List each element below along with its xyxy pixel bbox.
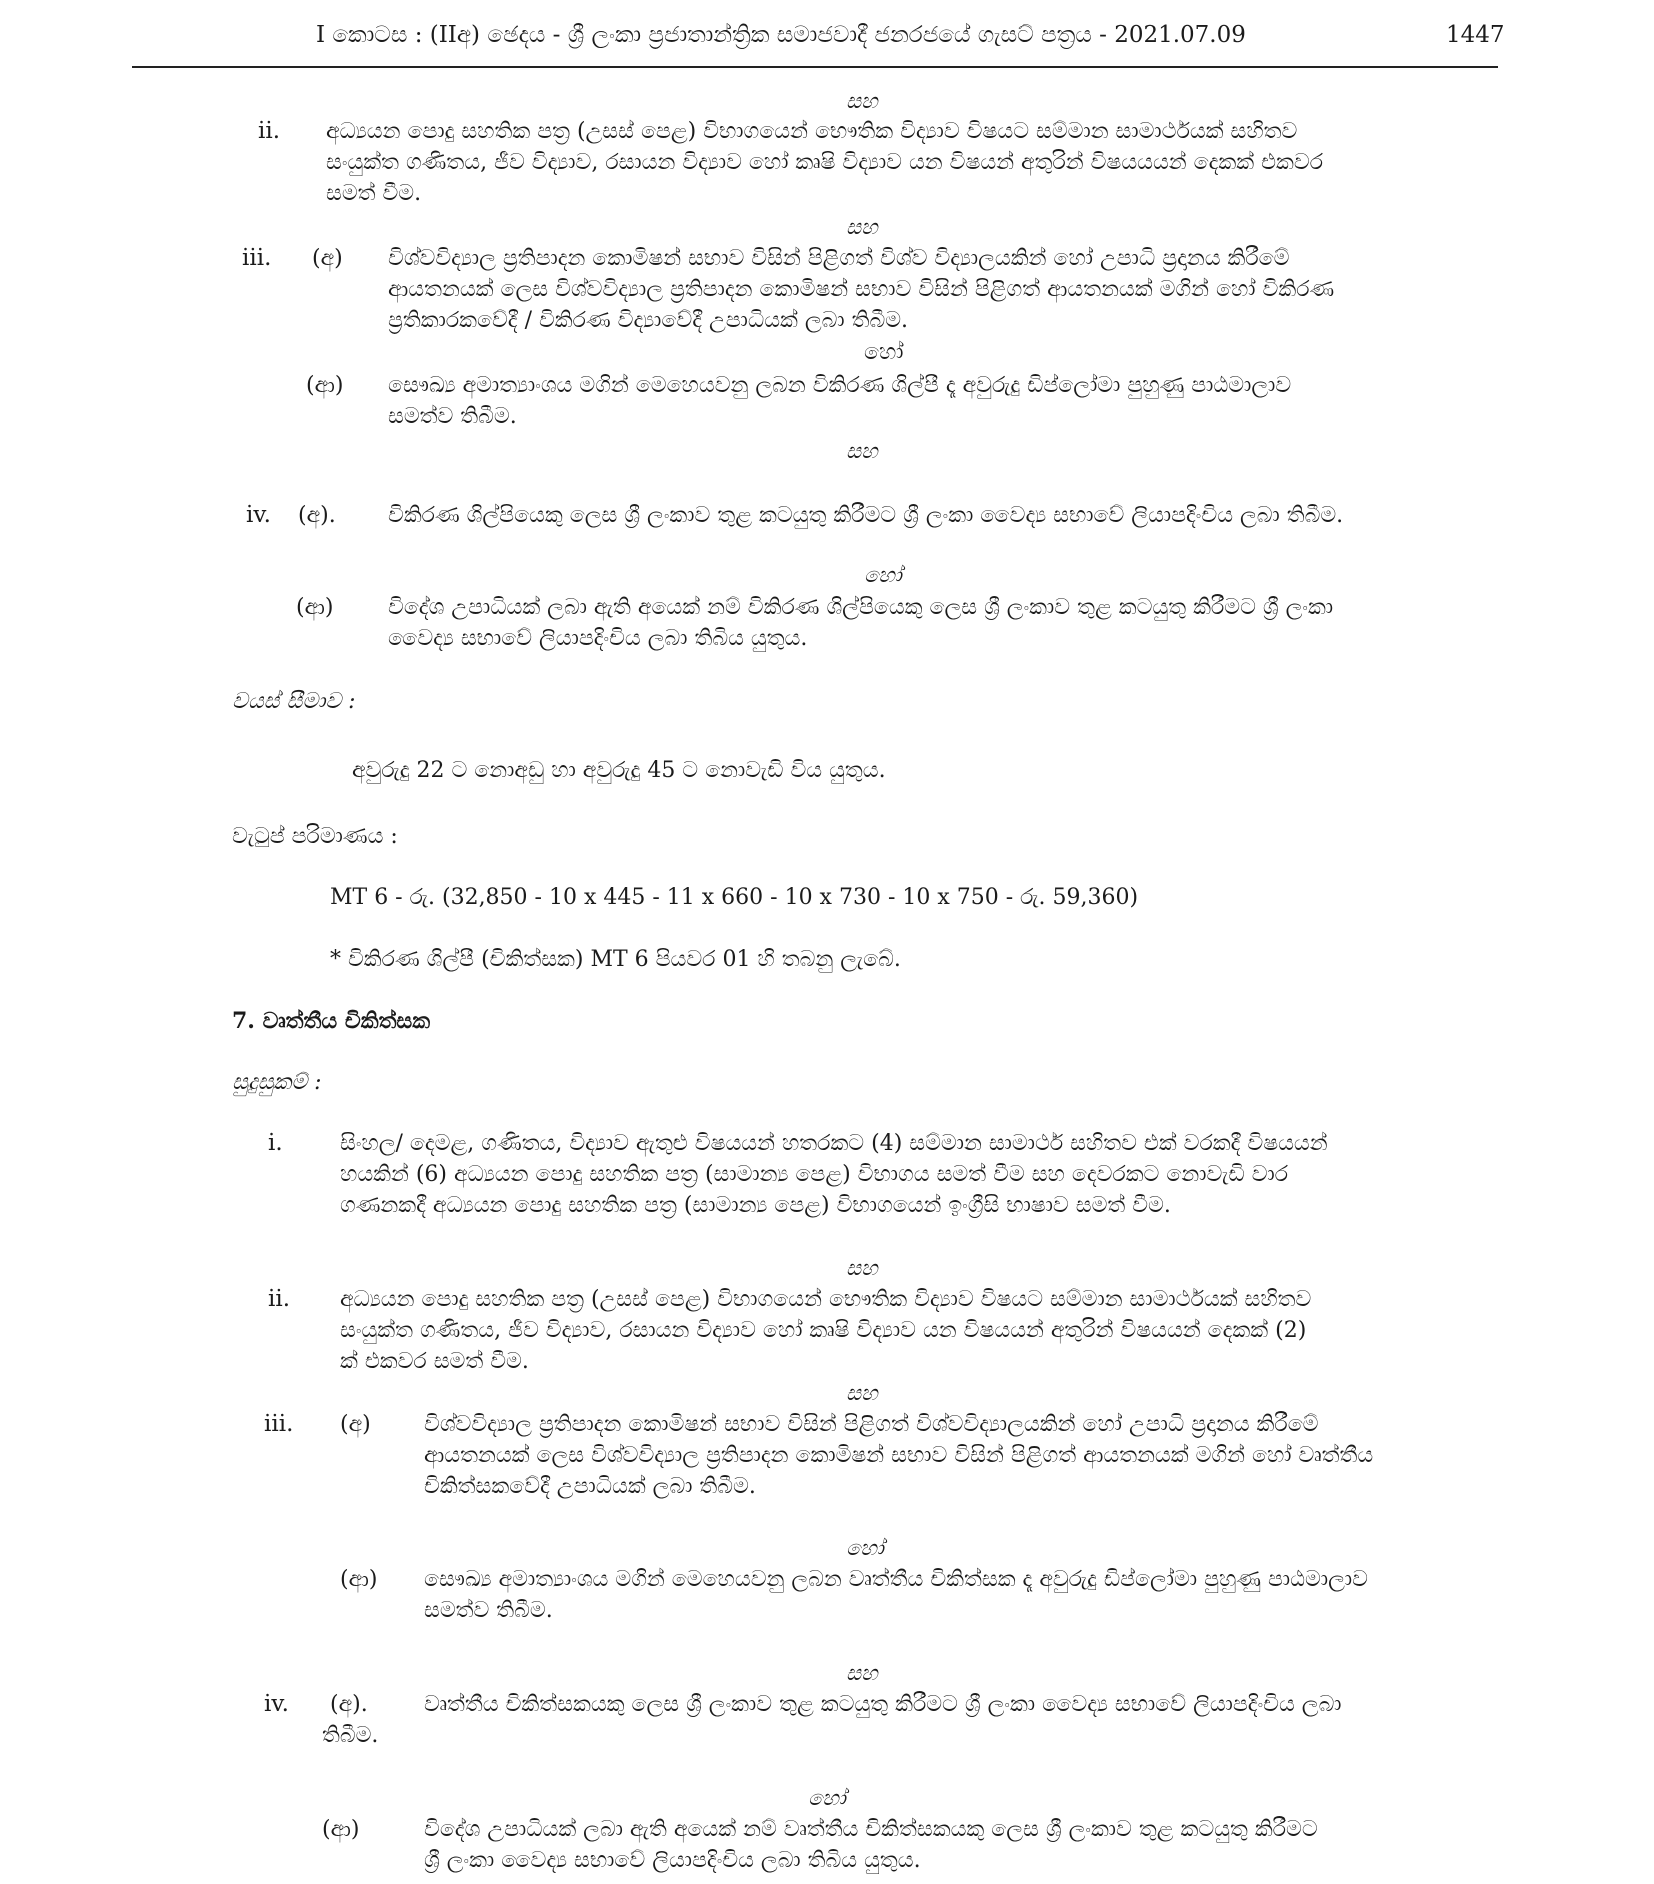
item-number: ii. xyxy=(268,1286,291,1312)
clause-line: විශ්වවිද්‍යාල ප්‍රතිපාදන කොමිෂන් සභාව විසින් පිළිගත් විශ්ව විද්‍යාලයකින් හෝ උපාධි ප්‍රදානය කිරීමේ xyxy=(388,246,1290,271)
page-number: 1447 xyxy=(1446,22,1505,48)
salary-scale-heading: වැටුප් පරිමාණය : xyxy=(232,824,398,849)
item-number: iii. xyxy=(242,245,272,271)
conjunction-or: හෝ xyxy=(864,563,902,587)
item-number: iv. xyxy=(264,1691,289,1717)
clause-line: ගණනකදී අධ්‍යයන පොදු සහතික පත්‍ර (සාමාන්‍ය පෙළ) විභාගයෙන් ඉංග්‍රීසි භාෂාව සමත් වීම. xyxy=(340,1193,1171,1218)
sub-item-label: (ආ) xyxy=(340,1567,378,1592)
clause-line: සෞඛ්‍ය අමාත්‍යාංශය මගින් මෙහෙයවනු ලබන වෘත්තීය චිකිත්සක දෑ අවුරුදු ඩිප්ලෝමා පුහුණු පාඨමාලාව xyxy=(424,1567,1368,1592)
clause-line: සමත්ව තිබීම. xyxy=(424,1598,553,1623)
clause-text xyxy=(340,1284,1311,1377)
clause-line: සමත් වීම. xyxy=(326,181,422,206)
conjunction-and: සහ xyxy=(846,1381,878,1405)
item-number: ii. xyxy=(258,118,281,144)
clause-line: සමත්ව තිබීම. xyxy=(388,404,517,429)
clause-line: ක් එකවර සමත් වීම. xyxy=(340,1349,529,1374)
clause-text xyxy=(340,1128,1328,1221)
clause-line: වෛද්‍ය සභාවේ ලියාපදිංචිය ලබා තිබිය යුතුය. xyxy=(388,626,808,651)
clause-line: හයකින් (6) අධ්‍යයන පොදු සහතික පත්‍ර (සාමාන්‍ය පෙළ) විභාගය සමත් වීම සහ දෙවරකට නොවැඩි වාර xyxy=(340,1162,1289,1187)
clause-text xyxy=(326,116,1323,209)
clause-text xyxy=(424,1409,1373,1502)
conjunction-or: හෝ xyxy=(846,1536,884,1560)
clause-text xyxy=(388,592,1333,654)
sub-item-label: (ආ) xyxy=(322,1817,360,1842)
sub-item-label: (අ). xyxy=(298,503,336,528)
clause-text xyxy=(424,1814,1318,1876)
clause-line: ආයතනයක් ලෙස විශ්වවිද්‍යාල ප්‍රතිපාදන කොමිෂන් සභාව විසින් පිළිගත් ආයතනයක් මගින් හෝ වෘත්තීය xyxy=(424,1443,1374,1468)
clause-line: සෞඛ්‍ය අමාත්‍යාංශය මගින් මෙහෙයවනු ලබන විකිරණ ශිල්පී දෑ අවුරුදු ඩිප්ලෝමා පුහුණු පාඨමාලාව xyxy=(388,373,1292,398)
age-limit-text: අවුරුදු 22 ට නොඅඩු හා අවුරුදු 45 ට නොවැඩි විය යුතුය. xyxy=(352,758,886,783)
clause-line: සිංහල/ දෙමළ, ගණිතය, විද්‍යාව ඇතුළු විෂයයන් හතරකට (4) සම්මාන සාමාර්ථ සහිතව එක් වරකදී විෂයයන් xyxy=(340,1131,1328,1156)
clause-text: තිබීම. xyxy=(322,1723,379,1748)
clause-text xyxy=(424,1564,1368,1626)
clause-line: විශ්වවිද්‍යාල ප්‍රතිපාදන කොමිෂන් සභාව විසින් පිළිගත් විශ්වවිද්‍යාලයකින් හෝ උපාධි ප්‍රදානය කිරීමේ xyxy=(424,1412,1319,1437)
clause-line: විදේශ උපාධියක් ලබා ඇති අයෙක් නම් වෘත්තීය චිකිත්සකයකු ලෙස ශ්‍රී ලංකාව තුළ කටයුතු කිරීමට xyxy=(424,1817,1318,1842)
age-limit-heading: වයස් සීමාව : xyxy=(232,689,356,714)
sub-item-label: (ආ) xyxy=(296,595,334,620)
clause-text xyxy=(388,243,1334,336)
qualifications-heading: සුදුසුකම් : xyxy=(232,1070,322,1095)
conjunction-and: සහ xyxy=(846,1256,878,1280)
clause-text: විකිරණ ශිල්පියෙකු ලෙස ශ්‍රී ලංකාව තුළ කටයුතු කිරීමට ශ්‍රී ලංකා වෛද්‍ය සභාවේ ලියාපදිංචිය ලබා තිබීම. xyxy=(388,503,1344,528)
item-number: iv. xyxy=(246,502,271,528)
clause-line: ප්‍රතිකාරකවේදී / විකිරණ විද්‍යාවේදී උපාධියක් ලබා තිබීම. xyxy=(388,308,909,333)
clause-line: සංයුක්ත ගණිතය, ජීව විද්‍යාව, රසායන විද්‍යාව හෝ කෘෂි විද්‍යාව යන විෂයන් අතුරින් විෂයයයන් දෙකක් එකවර xyxy=(326,150,1323,175)
header-divider xyxy=(132,66,1498,68)
gazette-header-title: I කොටස : (IIඅ) ඡෙදය - ශ්‍රී ලංකා ප්‍රජාතාන්ත්‍රික සමාජවාදී ජනරජයේ ගැසට් පත්‍රය - 2021.07.09 xyxy=(316,22,1246,48)
clause-line: අධ්‍යයන පොදු සහතික පත්‍ර (උසස් පෙළ) විභාගයෙන් භෞතික විද්‍යාව විෂයට සම්මාන සාමාර්ථයක් සහිතව xyxy=(326,119,1298,144)
conjunction-and: සහ xyxy=(846,1661,878,1685)
clause-text xyxy=(388,370,1291,432)
clause-text: වෘත්තීය චිකිත්සකයකු ලෙස ශ්‍රී ලංකාව තුළ කටයුතු කිරීමට ශ්‍රී ලංකා වෛද්‍ය සභාවේ ලියාපදිංචිය ලබා xyxy=(424,1692,1342,1717)
sub-item-label: (අ) xyxy=(340,1412,371,1437)
sub-item-label: (ආ) xyxy=(306,373,344,398)
clause-line: ආයතනයක් ලෙස විශ්වවිද්‍යාල ප්‍රතිපාදන කොමිෂන් සභාව විසින් පිළිගත් ආයතනයක් මගින් හෝ විකිරණ xyxy=(388,277,1335,302)
sub-item-label: (අ). xyxy=(330,1692,368,1717)
conjunction-or: හෝ xyxy=(808,1786,846,1810)
conjunction-and: සහ xyxy=(846,439,878,463)
clause-line: චිකිත්සකවේදී උපාධියක් ලබා තිබීම. xyxy=(424,1474,756,1499)
salary-note: * විකිරණ ශිල්පී (චිකිත්සක) MT 6 පියවර 01 හි තබනු ලැබේ. xyxy=(330,947,901,972)
salary-scale-text: MT 6 - රු. (32,850 - 10 x 445 - 11 x 660 - 10 x 730 - 10 x 750 - රු. 59,360) xyxy=(330,885,1139,910)
section-heading: 7. වෘත්තීය චිකිත්සක xyxy=(232,1008,431,1034)
item-number: iii. xyxy=(264,1411,294,1437)
item-number: i. xyxy=(268,1130,283,1156)
clause-line: ශ්‍රී ලංකා වෛද්‍ය සභාවේ ලියාපදිංචිය ලබා තිබිය යුතුය. xyxy=(424,1848,921,1873)
conjunction-and: සහ xyxy=(846,89,878,113)
sub-item-label: (අ) xyxy=(312,246,343,271)
clause-line: අධ්‍යයන පොදු සහතික පත්‍ර (උසස් පෙළ) විභාගයෙන් භෞතික විද්‍යාව විෂයට සම්මාන සාමාර්ථයක් සහිතව xyxy=(340,1287,1312,1312)
clause-line: විදේශ උපාධියක් ලබා ඇති අයෙක් නම් විකිරණ ශිල්පියෙකු ලෙස ශ්‍රී ලංකාව තුළ කටයුතු කිරීමට ශ්‍රී ලංකා xyxy=(388,595,1334,620)
conjunction-or: හෝ xyxy=(864,340,904,365)
conjunction-and: සහ xyxy=(846,215,878,239)
clause-line: සංයුක්ත ගණිතය, ජීව විද්‍යාව, රසායන විද්‍යාව හෝ කෘෂි විද්‍යාව යන විෂයයන් අතුරින් විෂයයන් දෙකක් (2) xyxy=(340,1318,1307,1343)
